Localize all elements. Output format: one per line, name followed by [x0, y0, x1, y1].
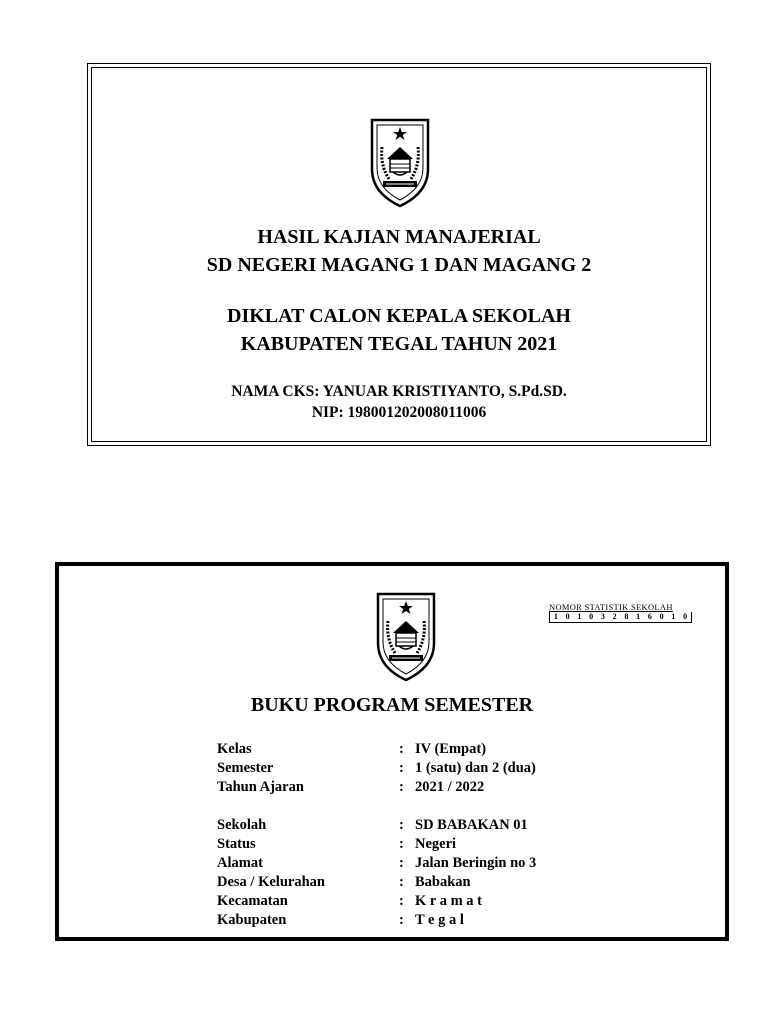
- info-label: Tahun Ajaran: [217, 779, 304, 795]
- program-box: [55, 562, 729, 941]
- cover-title-line2: SD NEGERI MAGANG 1 DAN MAGANG 2: [206, 254, 592, 276]
- info-label: Alamat: [217, 855, 263, 871]
- info-colon: :: [399, 893, 404, 909]
- cover-nip-line: NIP: 198001202008011006: [311, 404, 487, 421]
- tegal-emblem-icon: [369, 117, 431, 209]
- nss-digit: 0: [659, 612, 664, 621]
- cover-box: [87, 63, 711, 446]
- cover-name-line: NAMA CKS: YANUAR KRISTIYANTO, S.Pd.SD.: [231, 383, 567, 400]
- info-label: Kelas: [217, 741, 252, 757]
- info-colon: :: [399, 836, 404, 852]
- nss-digit: 0: [565, 612, 570, 621]
- info-colon: :: [399, 779, 404, 795]
- nss-digit: 3: [600, 612, 605, 621]
- info-colon: :: [399, 855, 404, 871]
- info-value: 1 (satu) dan 2 (dua): [415, 760, 536, 776]
- nss-digit: 1: [671, 612, 676, 621]
- info-colon: :: [399, 760, 404, 776]
- info-value: 2021 / 2022: [415, 779, 485, 795]
- nss-digits: [549, 612, 692, 623]
- info-value: IV (Empat): [415, 741, 487, 757]
- info-value: K r a m a t: [415, 893, 482, 909]
- nss-digit: 0: [683, 612, 688, 621]
- info-value: Jalan Beringin no 3: [415, 855, 537, 871]
- nss-label: NOMOR STATISTIK SEKOLAH: [549, 602, 673, 612]
- nss-digit: 0: [589, 612, 594, 621]
- info-label: Kecamatan: [217, 893, 288, 909]
- info-colon: :: [399, 817, 404, 833]
- info-colon: :: [399, 874, 404, 890]
- info-label: Semester: [217, 760, 274, 776]
- info-value: SD BABAKAN 01: [415, 817, 528, 833]
- nss-digit: 1: [636, 612, 641, 621]
- program-title: BUKU PROGRAM SEMESTER: [250, 694, 534, 716]
- nss-digit: 8: [624, 612, 629, 621]
- info-label: Desa / Kelurahan: [217, 874, 325, 890]
- nss-digit: 1: [553, 612, 558, 621]
- cover-subtitle-line1: DIKLAT CALON KEPALA SEKOLAH: [227, 305, 571, 327]
- nss-block: [549, 602, 692, 623]
- cover-title-line1: HASIL KAJIAN MANAJERIAL: [257, 226, 541, 248]
- tegal-emblem-icon: [375, 591, 437, 683]
- cover-subtitle-line2: KABUPATEN TEGAL TAHUN 2021: [240, 333, 558, 355]
- info-value: Negeri: [415, 836, 457, 852]
- info-value: T e g a l: [415, 912, 464, 928]
- nss-digit: 1: [577, 612, 582, 621]
- info-label: Kabupaten: [217, 912, 287, 928]
- info-value: Babakan: [415, 874, 471, 890]
- info-colon: :: [399, 741, 404, 757]
- nss-digit: 6: [647, 612, 652, 621]
- info-colon: :: [399, 912, 404, 928]
- info-label: Sekolah: [217, 817, 267, 833]
- info-label: Status: [217, 836, 256, 852]
- nss-digit: 2: [612, 612, 617, 621]
